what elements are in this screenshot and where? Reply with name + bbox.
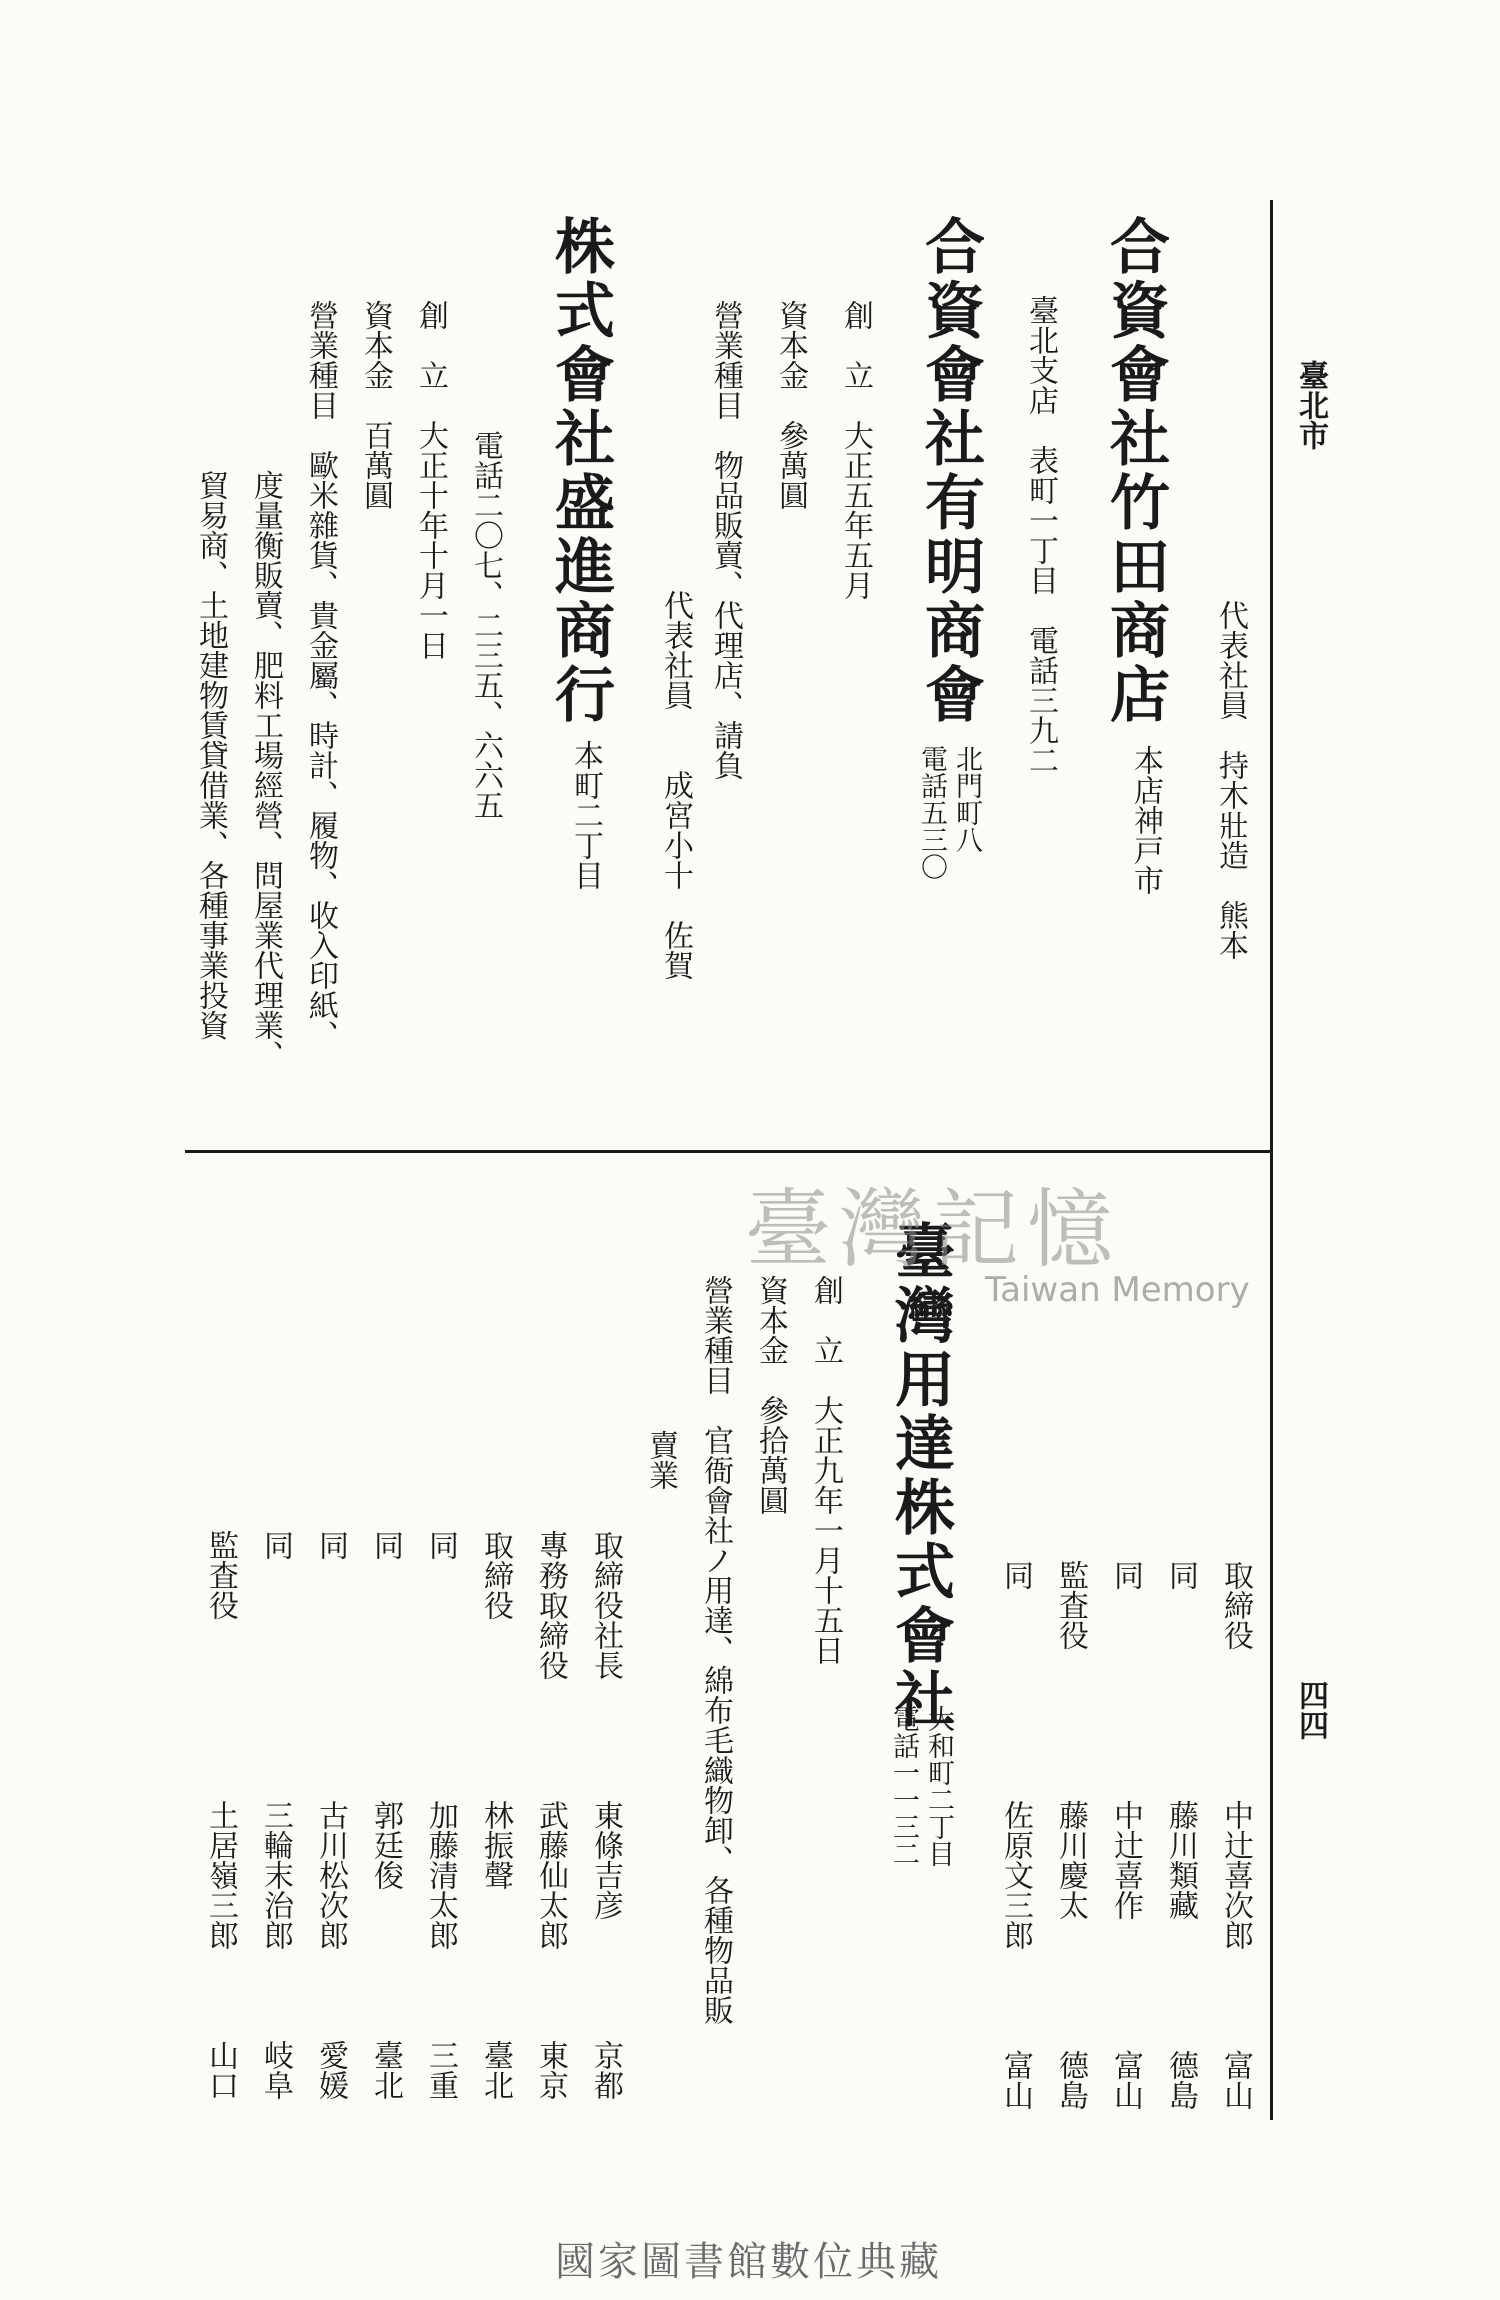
- arimei-address: 北門町八: [951, 745, 982, 853]
- officer-name: 古川松次郎: [313, 1800, 348, 1950]
- seishin-business-3: 貿易商、土地建物賃貸借業、各種事業投資: [193, 470, 228, 1040]
- yotatsu-phone: 電話一一三二: [888, 1705, 919, 1867]
- officer-role: 專務取締役: [533, 1530, 568, 1680]
- officer-origin: 德島: [1053, 2050, 1088, 2110]
- yotatsu-business-2: 賣業: [643, 1430, 678, 1490]
- seishin-phone: 電話二〇七、二三五、六六五: [468, 430, 503, 820]
- takeda-branch: 臺北支店 表町一丁目 電話三九二: [1023, 295, 1058, 775]
- yotatsu-founded: 創 立 大正九年一月十五日: [808, 1275, 843, 1665]
- officer-name: 東條吉彦: [588, 1800, 623, 1920]
- officer-origin: 臺北: [368, 2040, 403, 2100]
- footer-library-credit: 國家圖書館數位典藏: [555, 2239, 942, 2285]
- officer-role: 取締役社長: [588, 1530, 623, 1680]
- arimei-capital: 資本金 參萬圓: [773, 300, 808, 510]
- yotatsu-address: 大和町二丁目: [923, 1705, 954, 1867]
- officer-role: 取締役: [478, 1530, 513, 1620]
- arimei-founded: 創 立 大正五年五月: [838, 300, 873, 600]
- officer-origin: 富山: [998, 2050, 1033, 2110]
- seishin-capital: 資本金 百萬圓: [358, 300, 393, 510]
- officer-name: 藤川類藏: [1163, 1800, 1198, 1920]
- officer-origin: 京都: [588, 2040, 623, 2100]
- officer-name: 中辻喜作: [1108, 1800, 1143, 1920]
- officer-name: 佐原文三郎: [998, 1800, 1033, 1950]
- takeda-title: 合資會社竹田商店: [1100, 215, 1170, 727]
- takeda-rep: 代表社員 持木壯造 熊本: [1213, 600, 1248, 960]
- officer-origin: 富山: [1218, 2050, 1253, 2110]
- officer-name: 林振聲: [478, 1800, 513, 1890]
- officer-name: 土居嶺三郎: [203, 1800, 238, 1950]
- officer-name: 三輪末治郎: [258, 1800, 293, 1950]
- header-page-number: 四四: [1293, 1680, 1328, 1740]
- officer-name: 加藤清太郎: [423, 1800, 458, 1950]
- seishin-address: 本町二丁目: [568, 740, 603, 890]
- yotatsu-title: 臺灣用達株式會社: [885, 1220, 955, 1732]
- officer-role: 同: [1163, 1560, 1198, 1590]
- seishin-business-2: 度量衡販賣、肥料工場經營、問屋業代理業、: [248, 470, 283, 1070]
- officer-role: 同: [423, 1530, 458, 1560]
- officer-role: 同: [313, 1530, 348, 1560]
- officer-name: 武藤仙太郎: [533, 1800, 568, 1950]
- officer-origin: 富山: [1108, 2050, 1143, 2110]
- yotatsu-capital: 資本金 參拾萬圓: [753, 1275, 788, 1515]
- officer-role: 監査役: [203, 1530, 238, 1620]
- officer-origin: 德島: [1163, 2050, 1198, 2110]
- officer-name: 藤川慶太: [1053, 1800, 1088, 1920]
- officer-origin: 臺北: [478, 2040, 513, 2100]
- officer-role: 同: [998, 1560, 1033, 1590]
- seishin-title: 株式會社盛進商行: [545, 215, 615, 727]
- section-divider: [185, 1150, 1273, 1153]
- margin-rule: [1270, 200, 1273, 2120]
- officer-origin: 東京: [533, 2040, 568, 2100]
- officer-role: 取締役: [1218, 1560, 1253, 1650]
- arimei-title: 合資會社有明商會: [915, 215, 985, 727]
- takeda-head-office: 本店神戸市: [1128, 745, 1163, 895]
- officer-name: 郭廷俊: [368, 1800, 403, 1890]
- officer-role: 同: [368, 1530, 403, 1560]
- officer-role: 同: [258, 1530, 293, 1560]
- seishin-business-1: 營業種目 歐米雜貨、貴金屬、時計、履物、收入印紙、: [303, 300, 338, 1050]
- yotatsu-business-1: 營業種目 官衙會社ノ用達、綿布毛織物卸、各種物品販: [698, 1275, 733, 2025]
- arimei-business: 營業種目 物品販賣、代理店、請負: [708, 300, 743, 780]
- officer-name: 中辻喜次郎: [1218, 1800, 1253, 1950]
- watermark-subtitle: Taiwan Memory: [985, 1270, 1250, 1310]
- header-city: 臺北市: [1293, 360, 1328, 450]
- officer-origin: 三重: [423, 2040, 458, 2100]
- officer-role: 同: [1108, 1560, 1143, 1590]
- seishin-founded: 創 立 大正十年十月一日: [413, 300, 448, 660]
- arimei-phone: 電話五三〇: [916, 745, 947, 880]
- watermark-logo: 臺灣記憶: [745, 1180, 1121, 1280]
- officer-role: 監査役: [1053, 1560, 1088, 1650]
- arimei-rep: 代表社員 成宮小十 佐賀: [658, 590, 693, 980]
- officer-origin: 岐阜: [258, 2040, 293, 2100]
- officer-origin: 山口: [203, 2040, 238, 2100]
- officer-origin: 愛媛: [313, 2040, 348, 2100]
